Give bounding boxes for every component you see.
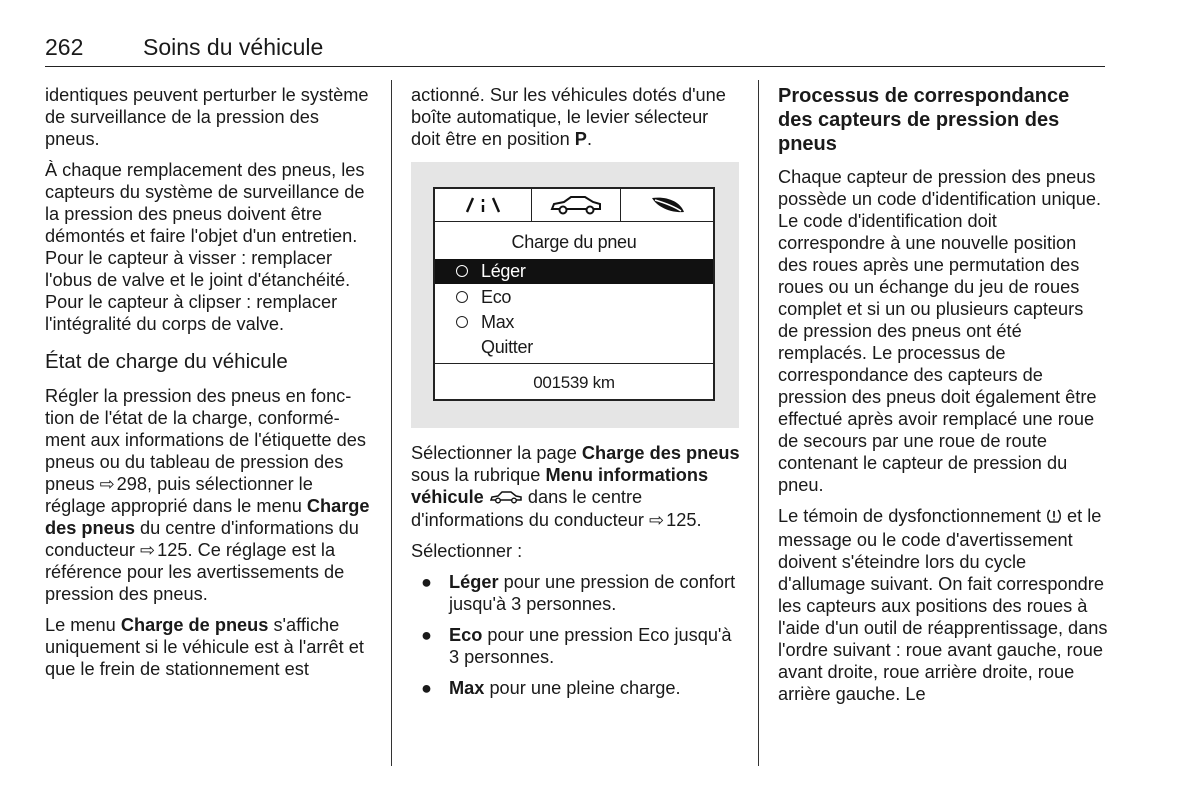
section-heading: État de charge du véhicule xyxy=(45,350,288,373)
display-divider xyxy=(435,363,713,364)
display-menu-title: Charge du pneu xyxy=(511,232,637,252)
tire-pressure-warning-icon xyxy=(1046,507,1062,529)
paragraph: identiques peuvent perturber le système de surveillance de la pression des pneus. xyxy=(45,85,369,149)
paragraph: Le menu Charge de pneus s'affiche uniquement si le véhicule est à l'arrêt et que le frein de stationnement est xyxy=(45,615,364,679)
page-number: 262 xyxy=(45,34,84,60)
radio-icon xyxy=(456,316,468,328)
eco-leaf-icon xyxy=(621,189,715,221)
display-option-eco: Eco xyxy=(435,285,713,310)
list-item: ● Eco pour une pression Eco jusqu'à 3 personnes. xyxy=(421,625,732,668)
list-item: ● Léger pour une pression de confort jusqu'à 3 personnes. xyxy=(421,572,736,615)
section-heading: Processus de correspondance des capteurs de pression des pneus xyxy=(778,85,1070,155)
page-header xyxy=(45,34,1105,67)
bullet-icon: ● xyxy=(421,625,432,646)
column-2 xyxy=(411,84,741,708)
radio-icon xyxy=(456,265,468,277)
option-list xyxy=(411,571,741,699)
driver-info-display-figure xyxy=(411,162,739,428)
bullet-icon: ● xyxy=(421,572,432,593)
column-3 xyxy=(778,84,1108,714)
list-item: ● Max pour une pleine charge. xyxy=(421,678,681,699)
display-option-max: Max xyxy=(435,310,713,335)
paragraph: Régler la pression des pneus en fonction de l'état de la charge, conformément aux informations de l'étiquette des pneus ou du tableau de pression des pneus ⇨ 298, puis sélectionner le réglage approprié dans le menu Charge des pneus du centre d'informations du conducteur ⇨ 125. Ce réglage est la référence pour les avertissements de pression des pneus. xyxy=(45,386,370,604)
bullet-icon: ● xyxy=(421,678,432,699)
paragraph: Sélectionner la page Charge des pneus sous la rubrique Menu informations véhicule dans le centre d'informations du conducteur ⇨ 125. xyxy=(411,443,740,531)
paragraph: À chaque remplacement des pneus, les capteurs du système de surveillance de la pression des pneus doivent être démontés et faire l'objet d'un entretien. Pour le capteur à visser : remplacer l'obus de valve et le joint d'étanchéité. Pour le capteur à clipser : remplacer l'intégralité du corps de valve. xyxy=(45,160,365,334)
column-1 xyxy=(45,84,371,689)
display-tabs xyxy=(435,189,713,222)
page-reference-icon: ⇨ xyxy=(140,540,156,560)
paragraph: Sélectionner : xyxy=(411,541,523,562)
odometer-readout: 001539 km xyxy=(533,373,615,392)
car-icon xyxy=(489,487,523,509)
paragraph: Le témoin de dysfonctionnement et le message ou le code d'avertissement doivent s'éteindre lors du cycle d'allumage suivant. On fait correspondre les capteurs aux positions des roues à l'aide d'un outil de réapprentissage, dans l'ordre suivant : roue avant gauche, roue avant droite, roue arrière droite, roue arrière gauche. Le xyxy=(778,506,1108,704)
column-divider xyxy=(758,80,759,766)
section-title: Soins du véhicule xyxy=(143,34,324,60)
car-icon xyxy=(531,189,621,221)
column-divider xyxy=(391,80,392,766)
page-reference-icon: ⇨ xyxy=(99,474,115,494)
display-option-leger: Léger xyxy=(435,259,713,284)
paragraph: Chaque capteur de pression des pneus possède un code d'identification unique. Le code d'identification doit correspondre à une nouvelle position des roues après une permutation des roues ou un échange du jeu de roues complet et si un ou plusieurs capteurs de pression des pneus ont été remplacés. Le processus de correspondance des capteurs de pression des pneus doit également être effectué après avoir remplacé une roue de secours par une roue de route contenant le capteur de pression du pneu. xyxy=(778,167,1102,495)
road-info-icon xyxy=(435,189,531,221)
display-screen xyxy=(433,187,715,401)
paragraph: actionné. Sur les véhicules dotés d'une boîte automatique, le levier sélecteur doit être en position P. xyxy=(411,85,726,149)
radio-icon xyxy=(456,291,468,303)
display-option-quitter: Quitter xyxy=(481,337,533,357)
page-reference-icon: ⇨ xyxy=(649,510,665,531)
